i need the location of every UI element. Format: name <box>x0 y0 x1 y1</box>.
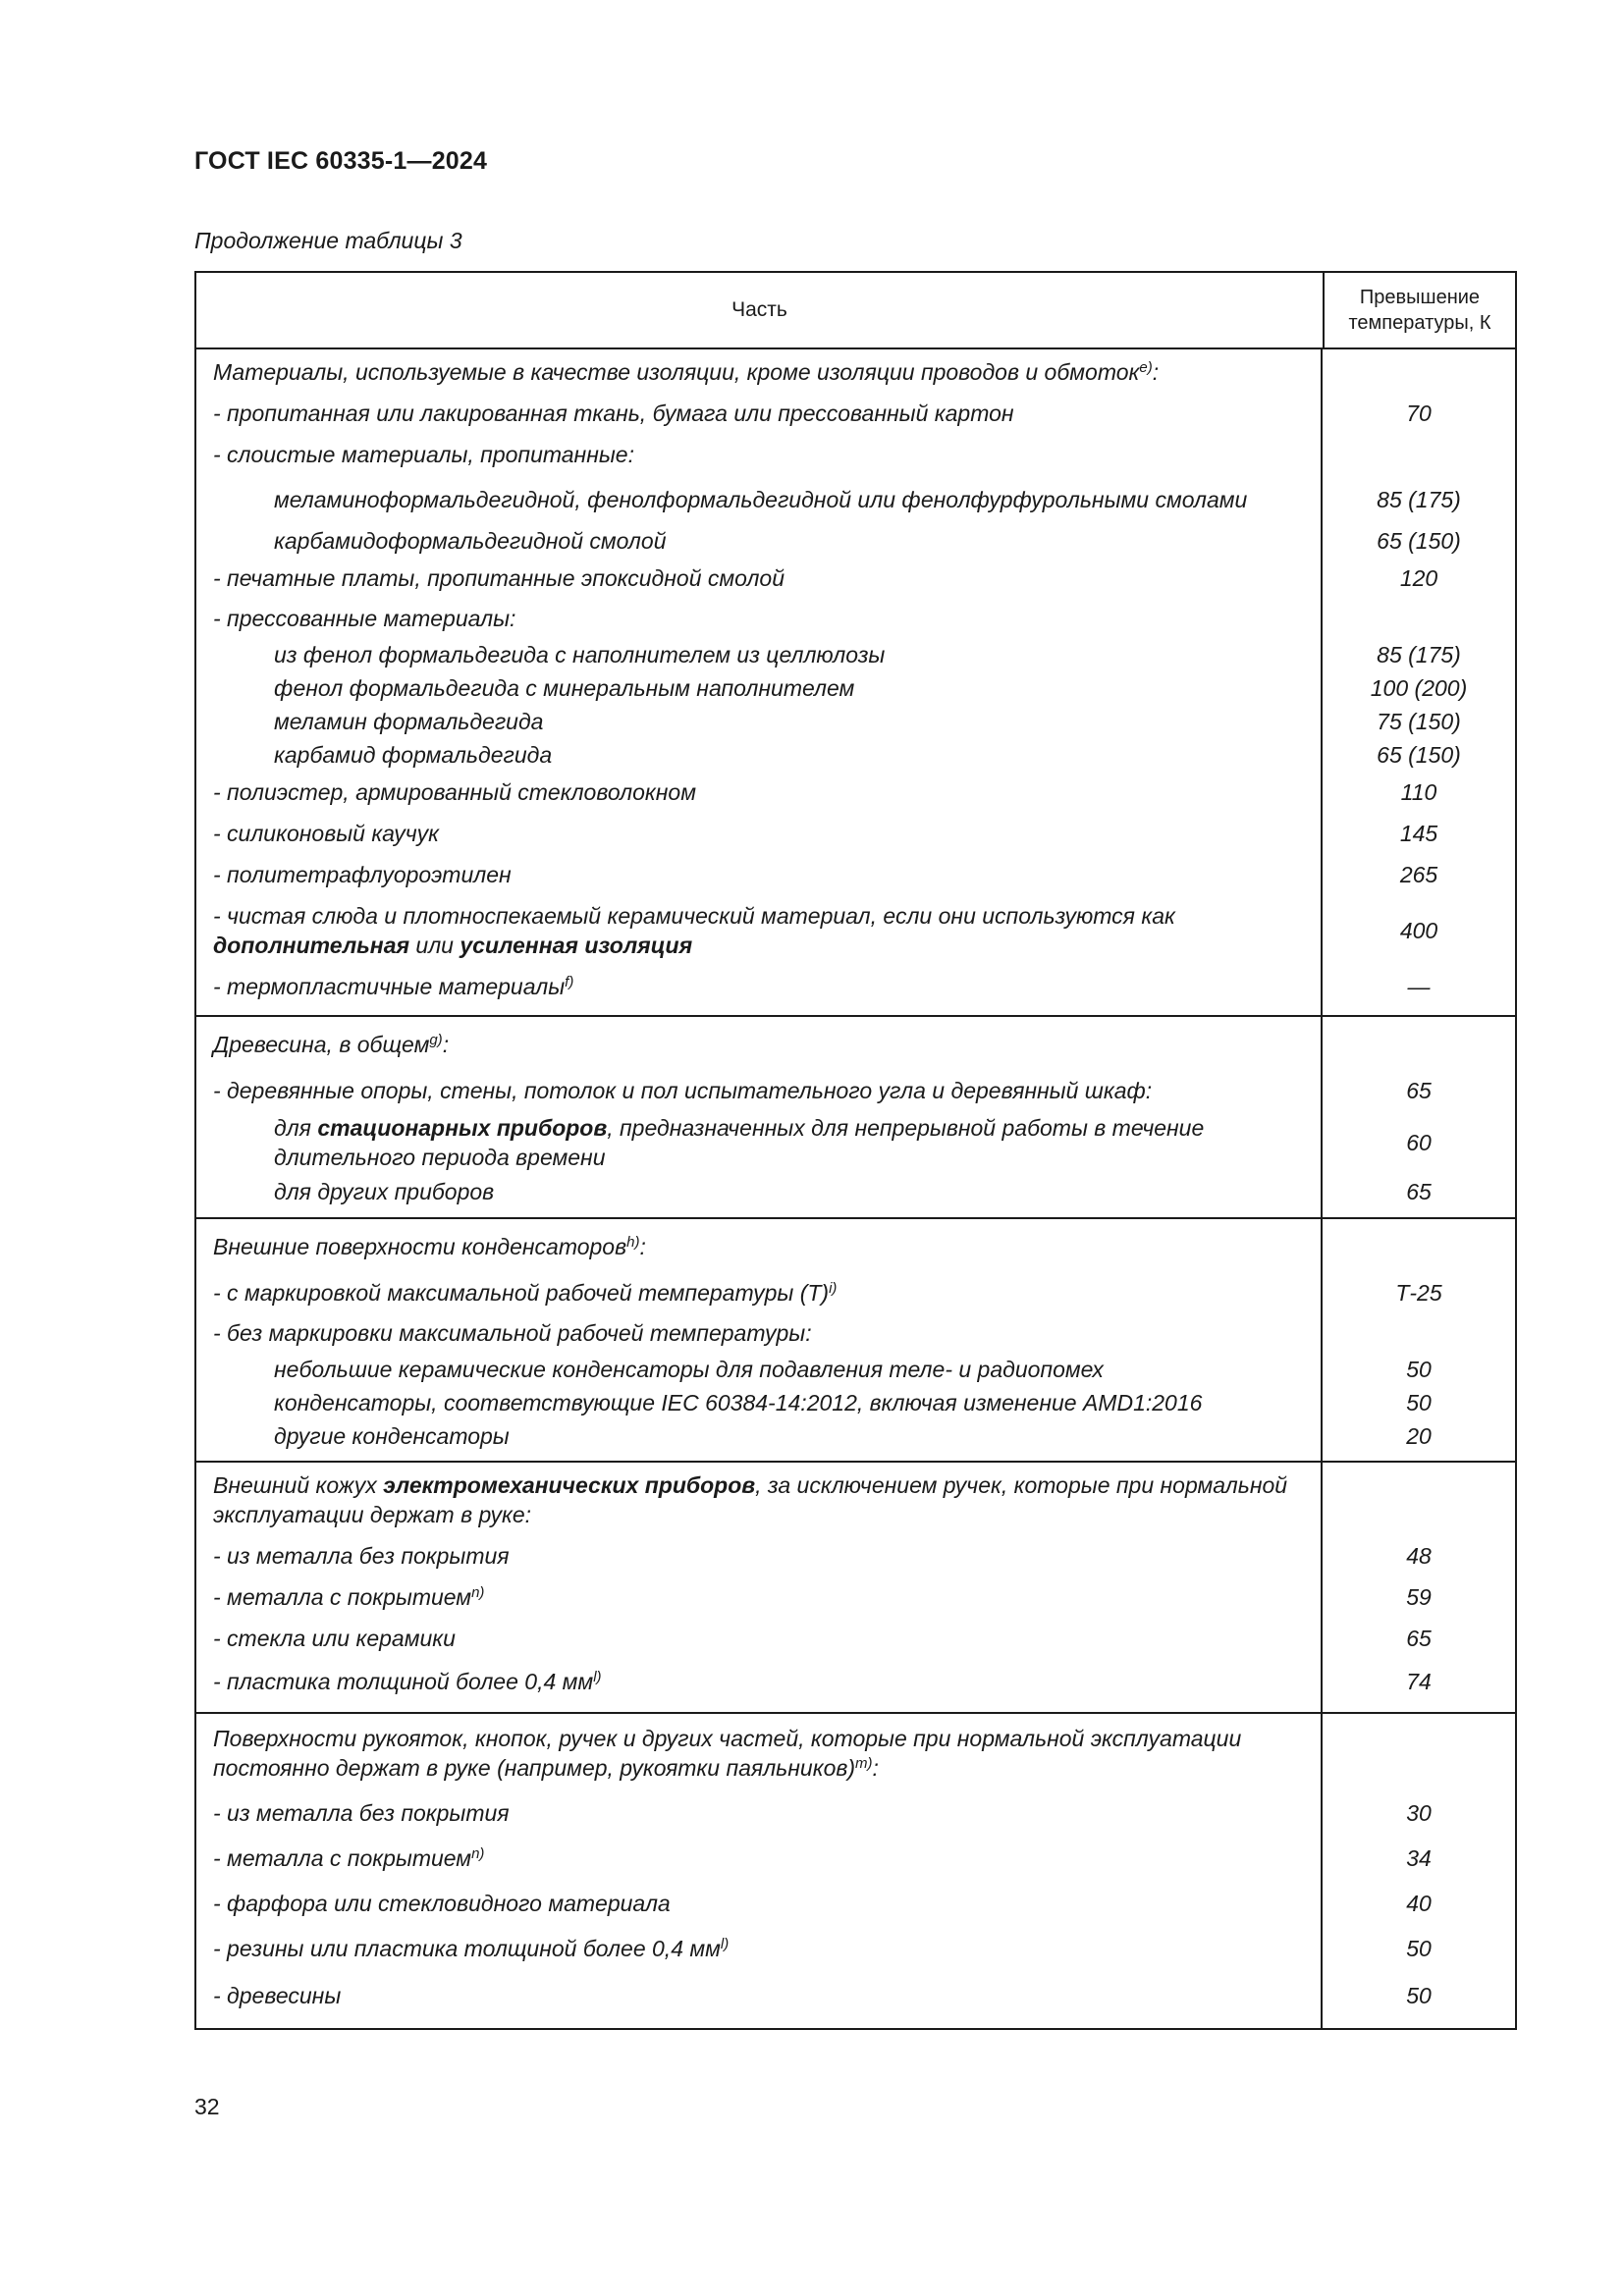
row-label-text: Поверхности рукояток, кнопок, ручек и других частей, которые при нормальной эксплуатации постоянно держат в руке (например, рукоятки паяльников) <box>213 1726 1242 1781</box>
table-row-label <box>196 1659 1321 1704</box>
temperature-rise-value: 34 <box>1406 1845 1432 1871</box>
footnote-ref: i) <box>829 1280 838 1297</box>
table-row-label <box>196 1111 1321 1174</box>
part-column <box>196 349 1323 1015</box>
table-row-label <box>196 1465 1321 1535</box>
row-text <box>213 1981 341 2010</box>
table-row-label <box>196 1070 1321 1111</box>
table-row-label <box>196 475 1321 524</box>
row-label-text: для других приборов <box>274 1179 495 1204</box>
row-text <box>213 777 696 807</box>
table-row-label <box>196 1576 1321 1618</box>
row-label-text: другие конденсаторы <box>274 1423 510 1449</box>
table-row-label <box>196 1174 1321 1209</box>
temperature-rise-value: Т-25 <box>1395 1280 1442 1306</box>
table-section <box>196 1714 1515 2028</box>
row-text <box>213 860 512 889</box>
row-text <box>213 1541 510 1571</box>
value-column <box>1323 1017 1515 1217</box>
table-section <box>196 1219 1515 1463</box>
row-label-text: - пластика толщиной более 0,4 мм <box>213 1669 594 1694</box>
table-row-label <box>196 1019 1321 1070</box>
row-label-bold-term: дополнительная <box>213 933 410 958</box>
table-body <box>196 349 1515 2028</box>
temperature-rise-value: 50 <box>1406 1357 1432 1382</box>
row-text <box>213 1278 837 1308</box>
row-label-text: - полиэстер, армированный стекловолокном <box>213 779 696 805</box>
temperature-rise-value: — <box>1407 974 1431 999</box>
temperature-rise-value: 59 <box>1406 1584 1432 1610</box>
footnote-ref: g) <box>429 1032 443 1048</box>
table-row-label <box>196 1386 1321 1419</box>
table-section <box>196 1017 1515 1219</box>
table-row-label <box>196 434 1321 475</box>
table-row-label <box>196 1419 1321 1453</box>
row-text <box>213 357 1159 387</box>
table-row-label <box>196 393 1321 434</box>
row-text <box>213 972 573 1001</box>
temperature-rise-value: 60 <box>1406 1130 1432 1155</box>
row-text <box>213 1030 449 1059</box>
row-label-text: - политетрафлуороэтилен <box>213 862 512 887</box>
table-row-label <box>196 705 1321 738</box>
table-row-label <box>196 558 1321 599</box>
table-section <box>196 349 1515 1017</box>
temperature-rise-value: 85 (175) <box>1377 487 1461 512</box>
row-text <box>274 1355 1104 1384</box>
row-label-tail: : <box>442 1032 450 1057</box>
table-row-label <box>196 772 1321 813</box>
row-text <box>274 526 667 556</box>
row-label-text: - термопластичные материалы <box>213 974 566 999</box>
temperature-rise-value: 65 (150) <box>1377 528 1461 554</box>
table-row-label <box>196 738 1321 772</box>
row-label-text: для <box>274 1115 318 1141</box>
table-row-label <box>196 1971 1321 2020</box>
footnote-ref: h) <box>626 1234 640 1251</box>
row-label-text: Материалы, используемые в качестве изоляции, кроме изоляции проводов и обмоток <box>213 359 1140 385</box>
row-text <box>274 640 885 669</box>
temperature-rise-value: 145 <box>1399 821 1438 846</box>
temperature-rise-value: 85 (175) <box>1377 642 1461 667</box>
table-row-label <box>196 1790 1321 1836</box>
temperature-rise-value: 48 <box>1406 1543 1432 1569</box>
table-section <box>196 1463 1515 1714</box>
row-label-text: - резины или пластика толщиной более 0,4 мм <box>213 1936 721 1961</box>
row-label-text: - фарфора или стекловидного материала <box>213 1891 671 1916</box>
table-row-label <box>196 1618 1321 1659</box>
temperature-rise-value: 50 <box>1406 1936 1432 1961</box>
table-row-label <box>196 895 1321 966</box>
footnote-ref: е) <box>1139 359 1153 376</box>
document-code: ГОСТ IEC 60335-1—2024 <box>194 147 488 175</box>
temperature-rise-value: 65 <box>1406 1179 1432 1204</box>
row-label-text: меламин формальдегида <box>274 709 544 734</box>
row-label-text: карбамидоформальдегидной смолой <box>274 528 667 554</box>
row-text <box>213 819 439 848</box>
table-row-label <box>196 1221 1321 1272</box>
temperature-rise-value: 75 (150) <box>1377 709 1461 734</box>
temperature-rise-value: 50 <box>1406 1390 1432 1415</box>
value-column <box>1323 1463 1515 1712</box>
footnote-ref: f) <box>565 974 574 990</box>
row-label-text: - стекла или керамики <box>213 1626 456 1651</box>
temperature-rise-value: 65 <box>1406 1078 1432 1103</box>
part-column <box>196 1017 1323 1217</box>
row-label-tail: : <box>1152 359 1160 385</box>
row-label-text: - без маркировки максимальной рабочей температуры: <box>213 1320 812 1346</box>
row-text <box>274 740 552 770</box>
row-label-text: - из металла без покрытия <box>213 1543 510 1569</box>
footnote-ref: m) <box>855 1755 873 1772</box>
table-row-label <box>196 813 1321 854</box>
row-label-text-continued: , за исключением ручек, которые при нормальной эксплуатации держат в руке: <box>213 1472 1288 1527</box>
table-header <box>196 273 1515 349</box>
table-row-label <box>196 524 1321 558</box>
row-label-text: - древесины <box>213 1983 342 2008</box>
row-label-text: - силиконовый каучук <box>213 821 439 846</box>
table-caption: Продолжение таблицы 3 <box>194 228 462 253</box>
row-label-text: - металла с покрытием <box>213 1845 472 1871</box>
row-text <box>213 901 1291 960</box>
part-column <box>196 1219 1323 1461</box>
row-label-text: - прессованные материалы: <box>213 606 516 631</box>
footnote-ref: n) <box>471 1845 485 1862</box>
row-text <box>213 1667 602 1696</box>
temperature-rise-value: 50 <box>1406 1983 1432 2008</box>
value-column <box>1323 1219 1515 1461</box>
row-text <box>213 563 785 593</box>
table-row-label <box>196 854 1321 895</box>
table-row-label <box>196 599 1321 638</box>
temperature-rise-value: 120 <box>1399 565 1438 591</box>
footnote-ref: n) <box>471 1584 485 1601</box>
row-label-text: фенол формальдегида с минеральным наполнителем <box>274 675 855 701</box>
table-row-label <box>196 671 1321 705</box>
row-text <box>213 1843 484 1873</box>
row-text <box>213 604 515 633</box>
value-column <box>1323 349 1515 1015</box>
row-text <box>213 1724 1291 1783</box>
row-label-text-continued: , предназначенных для непрерывной работы в течение длительного периода времени <box>274 1115 1205 1170</box>
temperature-rise-value: 74 <box>1406 1669 1432 1694</box>
row-text <box>274 707 543 736</box>
row-label-text: - пропитанная или лакированная ткань, бумага или прессованный картон <box>213 400 1014 426</box>
temperature-rise-value: 20 <box>1406 1423 1432 1449</box>
row-text <box>213 399 1014 428</box>
row-label-tail: : <box>872 1755 879 1781</box>
row-label-text: конденсаторы, соответствующие IEC 60384-14:2012, включая изменение AMD1:2016 <box>274 1390 1203 1415</box>
row-label-text: небольшие керамические конденсаторы для подавления теле- и радиопомех <box>274 1357 1104 1382</box>
row-text <box>274 485 1247 514</box>
table-row-label <box>196 1926 1321 1971</box>
row-text <box>274 1388 1202 1417</box>
value-column <box>1323 1714 1515 2028</box>
row-label-text: - из металла без покрытия <box>213 1800 510 1826</box>
row-label-text: - металла с покрытием <box>213 1584 472 1610</box>
row-text <box>274 1113 1291 1172</box>
row-text <box>213 1798 510 1828</box>
row-label-text: - чистая слюда и плотноспекаемый керамический материал, если они используются как <box>213 903 1175 929</box>
row-label-text: - деревянные опоры, стены, потолок и пол испытательного угла и деревянный шкаф: <box>213 1078 1153 1103</box>
row-label-bold-term: электромеханических приборов <box>383 1472 756 1498</box>
row-label-text: - печатные платы, пропитанные эпоксидной смолой <box>213 565 785 591</box>
temperature-rise-value: 400 <box>1399 918 1438 943</box>
row-label-bold-term: стационарных приборов <box>317 1115 608 1141</box>
row-text <box>213 1582 484 1612</box>
row-text <box>213 1232 646 1261</box>
footnote-ref: l) <box>720 1936 730 1952</box>
row-label-text: карбамид формальдегида <box>274 742 553 768</box>
row-text <box>213 1624 456 1653</box>
temperature-rise-table <box>194 271 1517 2030</box>
table-row-label <box>196 351 1321 393</box>
temperature-rise-value: 110 <box>1400 779 1437 805</box>
row-text <box>213 1318 812 1348</box>
row-label-bold-term-2: усиленная изоляция <box>460 933 693 958</box>
row-text <box>213 1889 671 1918</box>
row-label-text: Внешний кожух <box>213 1472 384 1498</box>
row-text <box>213 1470 1291 1529</box>
temperature-rise-value: 65 (150) <box>1377 742 1461 768</box>
row-text <box>213 440 634 469</box>
part-column <box>196 1463 1323 1712</box>
row-label-text: меламиноформальдегидной, фенолформальдегидной или фенолфурфурольными смолами <box>274 487 1248 512</box>
temperature-rise-value: 65 <box>1406 1626 1432 1651</box>
table-row-label <box>196 1716 1321 1790</box>
page-number: 32 <box>194 2094 220 2119</box>
table-row-label <box>196 1881 1321 1926</box>
temperature-rise-value: 40 <box>1406 1891 1432 1916</box>
row-label-text: Внешние поверхности конденсаторов <box>213 1234 627 1259</box>
row-label-text: - с маркировкой максимальной рабочей температуры (Т) <box>213 1280 830 1306</box>
table-row-label <box>196 966 1321 1007</box>
temperature-rise-value: 70 <box>1406 400 1432 426</box>
table-row-label <box>196 1272 1321 1313</box>
table-row-label <box>196 1313 1321 1353</box>
row-label-text: из фенол формальдегида с наполнителем из целлюлозы <box>274 642 886 667</box>
row-text <box>213 1934 729 1963</box>
table-row-label <box>196 1353 1321 1386</box>
part-column <box>196 1714 1323 2028</box>
row-label-tail: : <box>639 1234 646 1259</box>
table-row-label <box>196 638 1321 671</box>
row-label-text: Древесина, в общем <box>213 1032 430 1057</box>
row-text <box>274 1177 494 1206</box>
row-label-text: - слоистые материалы, пропитанные: <box>213 442 634 467</box>
temperature-rise-value: 30 <box>1406 1800 1432 1826</box>
temperature-rise-value: 265 <box>1399 862 1438 887</box>
temperature-rise-value: 100 (200) <box>1370 675 1468 701</box>
table-row-label <box>196 1836 1321 1881</box>
header-part: Часть <box>196 273 1325 347</box>
row-text <box>213 1076 1152 1105</box>
header-temperature-rise: Превышение температуры, К <box>1348 287 1491 334</box>
row-text <box>274 1421 510 1451</box>
row-text <box>274 673 854 703</box>
row-label-text-continued: или <box>409 933 460 958</box>
table-row-label <box>196 1535 1321 1576</box>
footnote-ref: l) <box>593 1669 602 1685</box>
